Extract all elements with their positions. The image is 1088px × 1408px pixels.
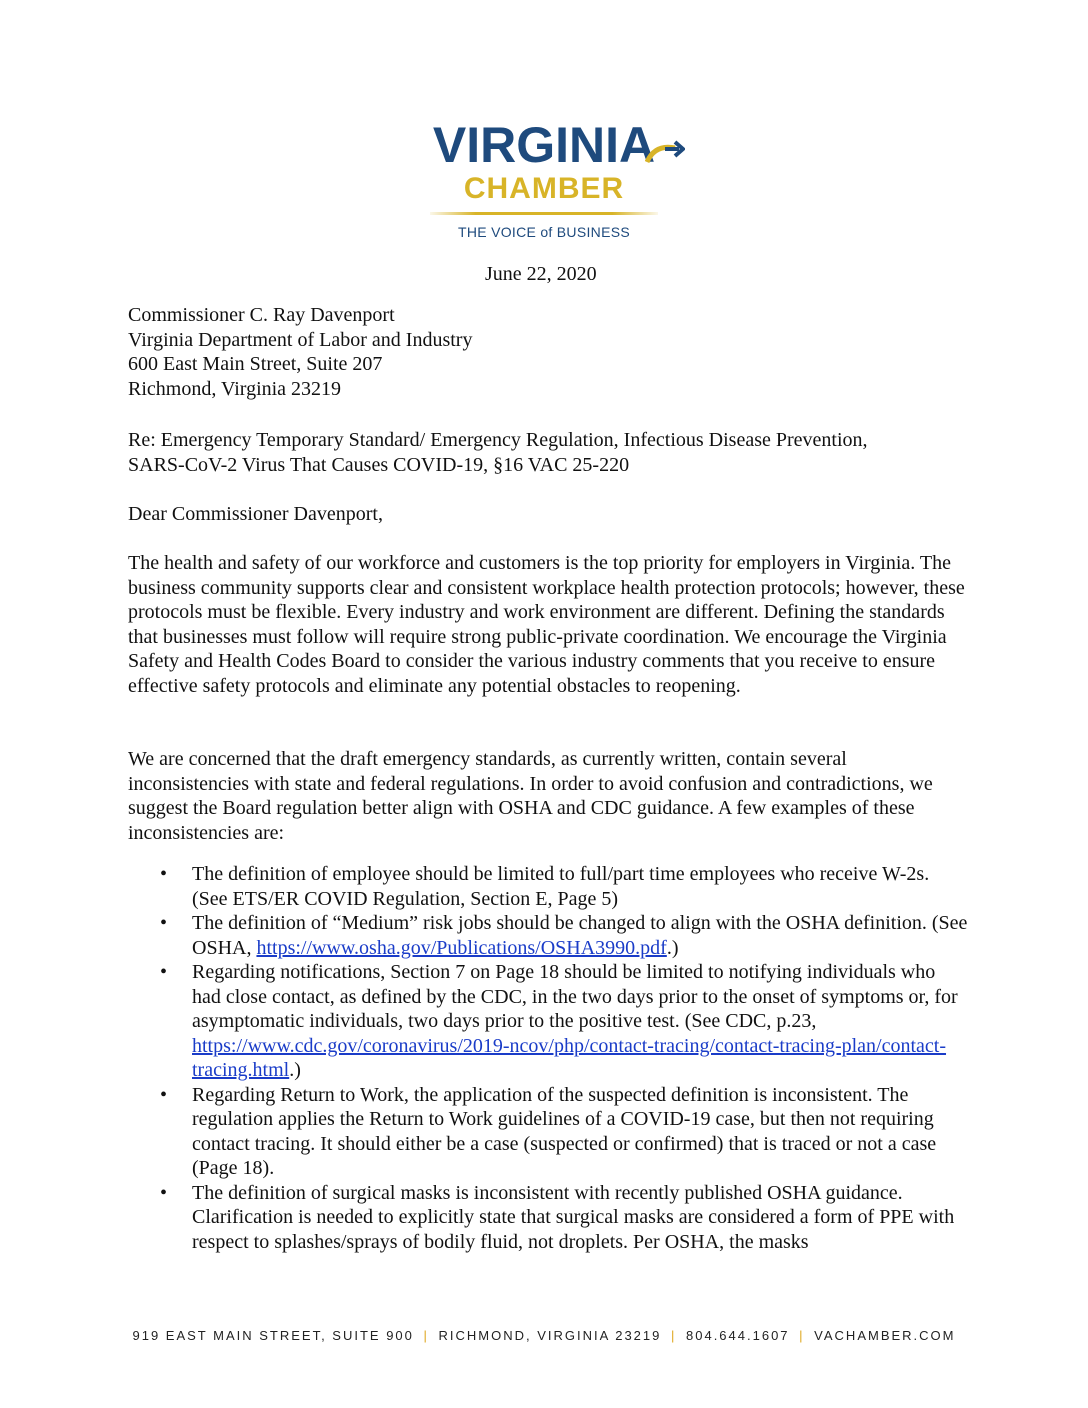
recipient-address (128, 303, 968, 401)
recipient-name: Commissioner C. Ray Davenport (128, 304, 395, 326)
list-item-text-end: .) (289, 1059, 301, 1081)
footer-phone: 804.644.1607 (686, 1328, 790, 1343)
body-paragraph-1: The health and safety of our workforce and customers is the top priority for employers in Virginia. The business community supports clear and consistent workplace health protection protocols; however, these protocols must be flexible. Every industry and work environment are different. Defining the standards that businesses must follow will require strong public-private coordination. We encourage the Virginia Safety and Health Codes Board to consider the various industry comments that you receive to ensure effective safety protocols and eliminate any potential obstacles to reopening. (128, 552, 965, 697)
recipient-street: 600 East Main Street, Suite 207 (128, 353, 383, 375)
bullet-icon: • (160, 961, 168, 983)
recipient-city: Richmond, Virginia 23219 (128, 377, 342, 400)
subject-line-2: SARS-CoV-2 Virus That Causes COVID-19, §16 VAC 25-220 (128, 453, 630, 476)
list-item-text-end: .) (666, 936, 679, 959)
logo-wordmark-chamber: CHAMBER (463, 172, 625, 205)
list-item-text: Regarding Return to Work, the application of the suspected definition is inconsistent. The regulation applies the Return to Work guidelines of a COVID-19 case, but then not requiring contact tracing. It should either be a case (suspected or confirmed) that is traced or not a case (Page 18). (192, 1083, 937, 1179)
footer-separator: | (799, 1328, 805, 1343)
logo-line1: VIRGINIA (432, 117, 656, 173)
list-item-text: The definition of surgical masks is inconsistent with recently published OSHA guidance. Clarification is needed to explicitly state that surgical masks are considered a form of PPE with respect to splashes/sprays of bodily fluid, not droplets. Per OSHA, the masks (192, 1181, 955, 1253)
bullet-icon: • (160, 863, 168, 885)
subject-line (128, 428, 968, 477)
list-item-text: The definition of employee should be limited to full/part time employees who receive W-2s. (See ETS/ER COVID Regulation, Section E, Page 5) (192, 863, 930, 910)
list-item (128, 960, 968, 1083)
footer-city: RICHMOND, VIRGINIA 23219 (438, 1328, 662, 1343)
footer-website: VACHAMBER.COM (814, 1328, 956, 1343)
virginia-chamber-logo (0, 118, 1088, 240)
subject-line-1: Re: Emergency Temporary Standard/ Emergency Regulation, Infectious Disease Prevention, (128, 429, 868, 451)
list-item (128, 862, 968, 911)
bullet-icon: • (160, 1181, 168, 1204)
cdc-link[interactable]: https://www.cdc.gov/coronavirus/2019-ncov/php/contact-tracing/contact-tracing-plan/contact-tracing.html (192, 1034, 947, 1081)
body-paragraph-2: We are concerned that the draft emergency standards, as currently written, contain several inconsistencies with state and federal regulations. In order to avoid confusion and contradictions, we suggest the Board regulation better align with OSHA and CDC guidance. A few examples of these inconsistencies are: (128, 748, 933, 844)
list-item-text: The definition of “Medium” risk jobs should be changed to align with the OSHA definition. (See OSHA, (192, 912, 968, 959)
list-item-text: Regarding notifications, Section 7 on Page 18 should be limited to notifying individuals who had close contact, as defined by the CDC, in the two days prior to the onset of symptoms or, for asymptomatic individuals, two days prior to the positive test. (See CDC, p.23, (192, 961, 958, 1032)
osha-link[interactable]: https://www.osha.gov/Publications/OSHA3990.pdf (256, 936, 667, 959)
letterhead-footer (0, 1328, 1088, 1343)
logo-divider (430, 212, 658, 215)
inconsistencies-list (128, 862, 968, 1254)
list-item (128, 911, 968, 960)
bullet-icon: • (160, 1083, 168, 1106)
list-item (128, 1181, 968, 1255)
letter-date: June 22, 2020 (485, 263, 597, 285)
logo-tagline: THE VOICE of BUSINESS (457, 224, 630, 240)
bullet-icon: • (160, 912, 168, 934)
footer-separator: | (423, 1328, 429, 1343)
footer-separator: | (670, 1328, 677, 1343)
footer-address: 919 EAST MAIN STREET, SUITE 900 (132, 1328, 414, 1343)
logo-wordmark-virginia (433, 118, 655, 172)
arrow-swoosh-icon (645, 132, 685, 166)
salutation: Dear Commissioner Davenport, (128, 503, 383, 525)
list-item (128, 1083, 968, 1181)
recipient-org: Virginia Department of Labor and Industry (128, 328, 473, 351)
